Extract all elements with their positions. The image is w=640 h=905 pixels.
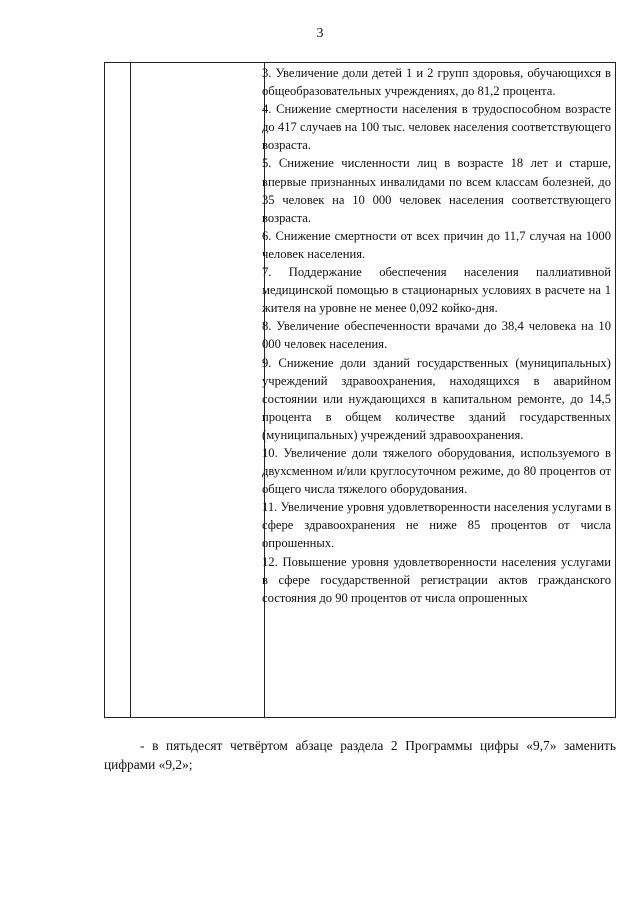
indicator-item: 8. Увеличение обеспеченности врачами до 38,4 человека на 10 000 человек населения. bbox=[262, 319, 611, 352]
indicator-list bbox=[262, 64, 611, 607]
indicator-item: 10. Увеличение доли тяжелого оборудования, используемого в двухсменном и/или круглосуточном режиме, до 80 процентов от общего числа тяжелого оборудования. bbox=[262, 445, 611, 497]
amendment-paragraph: - в пятьдесят четвёртом абзаце раздела 2 Программы цифры «9,7» заменить цифрами «9,2»; bbox=[104, 738, 616, 772]
indicator-item: 9. Снижение доли зданий государственных (муниципальных) учреждений здравоохранения, находящихся в аварийном состоянии или нуждающихся в капитальном ремонте, до 14,5 процента в общем количестве зданий государственных (муниципальных) учреждений здравоохранения. bbox=[262, 355, 611, 442]
indicator-item: 5. Снижение численности лиц в возрасте 18 лет и старше, впервые признанных инвалидами по всем классам болезней, до 35 человек на 10 000 человек населения соответствующего возраста. bbox=[262, 156, 611, 225]
page-number: 3 bbox=[316, 26, 324, 41]
indicator-item: 3. Увеличение доли детей 1 и 2 групп здоровья, обучающихся в общеобразовательных учреждениях, до 81,2 процента. bbox=[262, 66, 611, 99]
indicator-item: 6. Снижение смертности от всех причин до 11,7 случая на 1000 человек населения. bbox=[262, 228, 611, 261]
indicator-item: 7. Поддержание обеспечения населения паллиативной медицинской помощью в стационарных условиях в расчете на 1 жителя на уровне не менее 0,092 койко-дня. bbox=[262, 265, 611, 316]
indicator-item: 4. Снижение смертности населения в трудоспособном возрасте до 417 случаев на 100 тыс. человек населения соответствующего возраста. bbox=[262, 102, 611, 153]
table-column-divider bbox=[130, 63, 131, 717]
indicator-item: 11. Увеличение уровня удовлетворенности населения услугами в сфере здравоохранения не ниже 85 процентов от числа опрошенных. bbox=[262, 500, 611, 551]
indicator-item: 12. Повышение уровня удовлетворенности населения услугами в сфере государственной регистрации актов гражданского состояния до 90 процентов от числа опрошенных bbox=[262, 554, 611, 605]
